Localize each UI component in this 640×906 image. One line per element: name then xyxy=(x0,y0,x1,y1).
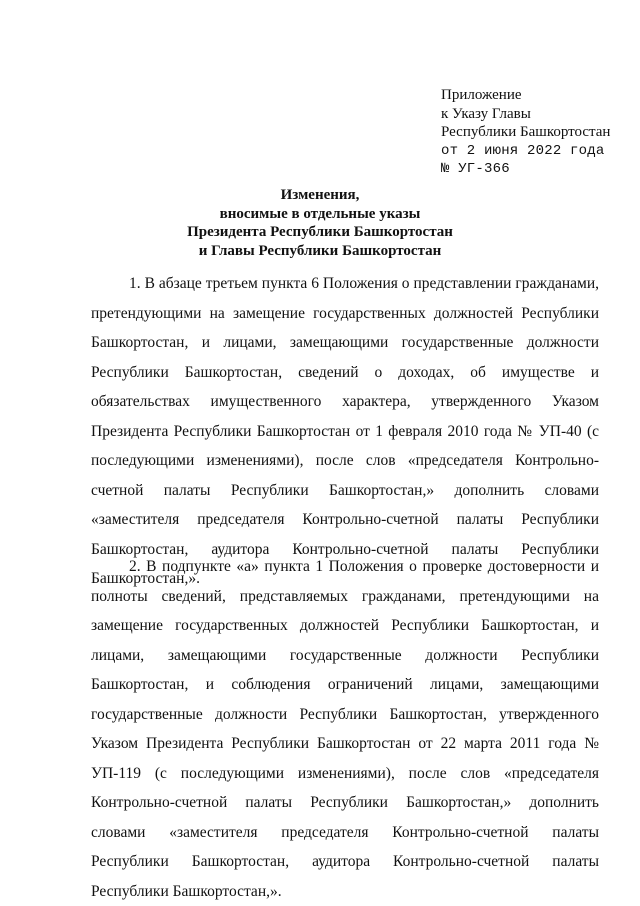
annex-header xyxy=(441,86,610,179)
annex-date: от 2 июня 2022 года xyxy=(441,142,605,159)
annex-label: Приложение xyxy=(441,87,522,103)
document-title xyxy=(0,186,640,260)
title-line-1: Изменения, xyxy=(280,187,360,203)
paragraph-1: 1. В абзаце третьем пункта 6 Положения о представлении гражданами, претендующими на замещение государственных должностей Республики Башкортостан, и лицами, замещающими государственные должности Республики Башкортостан, сведений о доходах, об имуществе и обязательствах имущественного характера, утвержденного Указом Президента Республики Башкортостан от 1 февраля 2010 года № УП-40 (с последующими изменениями), после слов «председателя Контрольно-счетной палаты Республики Башкортостан,» дополнить словами «заместителя председателя Контрольно-счетной палаты Республики Башкортостан, аудитора Контрольно-счетной палаты Республики Башкортостан,». xyxy=(91,275,599,587)
document-body xyxy=(91,269,599,900)
annex-region: Республики Башкортостан xyxy=(441,124,611,140)
title-line-4: и Главы Республики Башкортостан xyxy=(198,242,442,259)
title-line-2: вносимые в отдельные указы xyxy=(219,205,421,222)
paragraph-2: 2. В подпункте «а» пункта 1 Положения о проверке достоверности и полноты сведений, представляемых гражданами, претендующими на замещение государственных должностей Республики Башкортостан, и лицами, замещающими государственные должности Республики Башкортостан, и соблюдения ограничений лицами, замещающими государственные должности Республики Башкортостан, утвержденного Указом Президента Республики Башкортостан от 22 марта 2011 года № УП-119 (с последующими изменениями), после слов «председателя Контрольно-счетной палаты Республики Башкортостан,» дополнить словами «заместителя председателя Контрольно-счетной палаты Республики Башкортостан, аудитора Контрольно-счетной палаты Республики Башкортостан,». xyxy=(91,558,599,900)
title-line-3: Президента Республики Башкортостан xyxy=(187,224,453,240)
annex-number: № УГ-366 xyxy=(441,161,510,177)
annex-reference: к Указу Главы xyxy=(441,105,531,122)
